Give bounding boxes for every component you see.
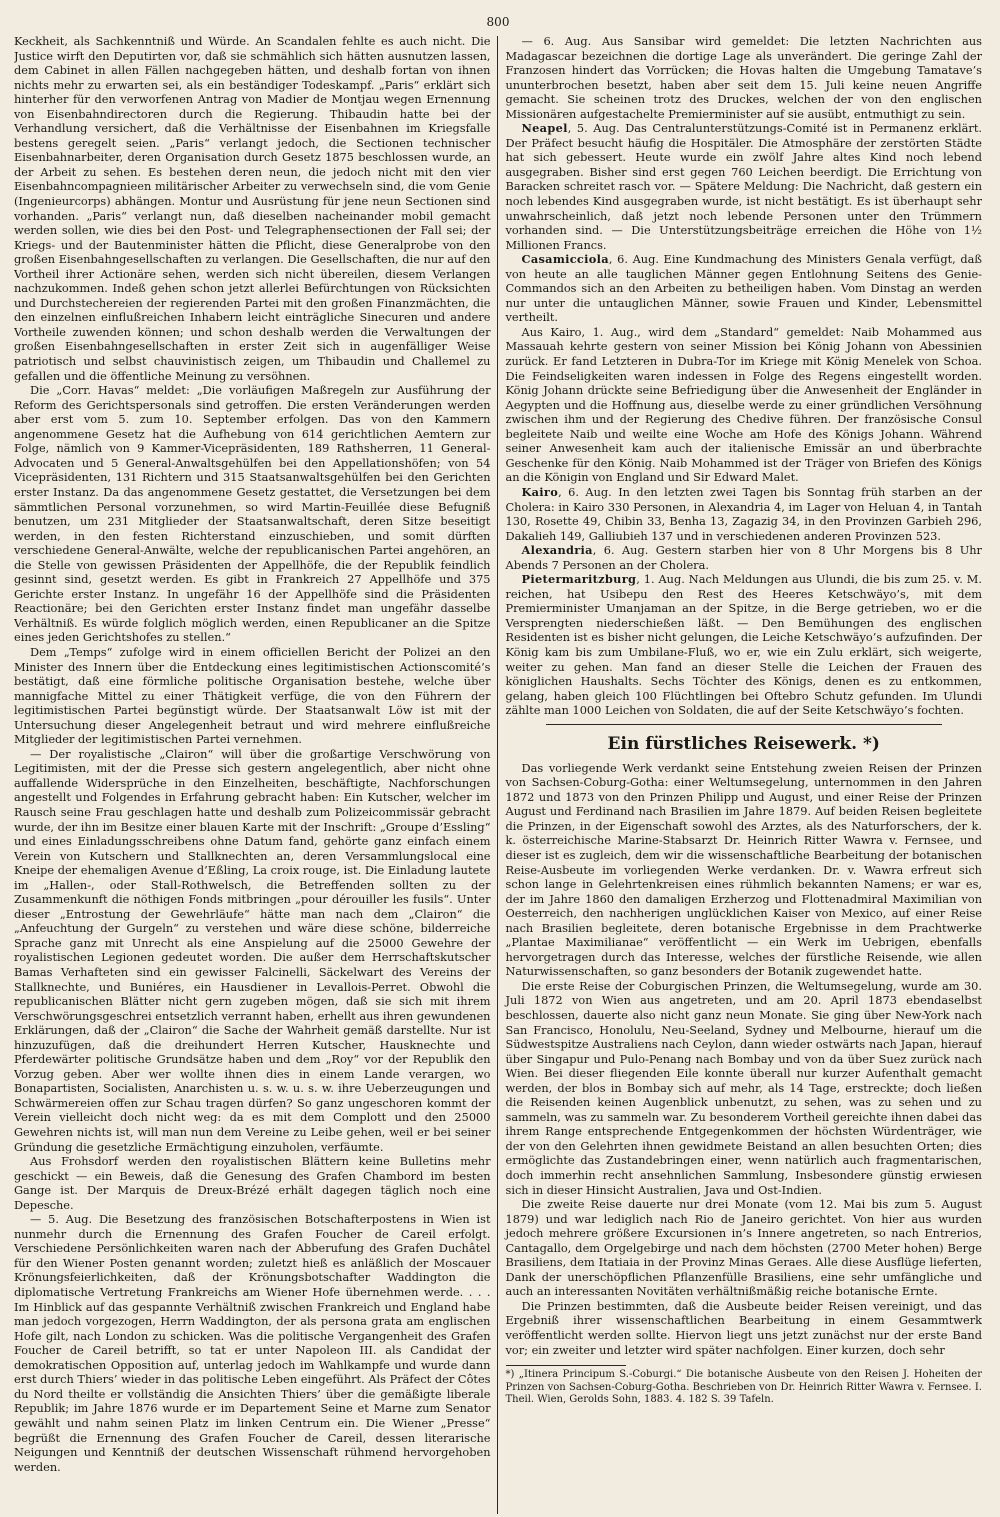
feuilleton-rule <box>546 724 943 725</box>
footnote: *) „Itinera Principum S.-Coburgi.“ Die botanische Ausbeute von den Reisen J. Hoheiten der Prinzen von Sachsen-Coburg-Gotha. Beschrieben von Dr. Heinrich Ritter Wawra v. Fernsee. I. Theil. Wien, Gerolds Sohn, 1883. 4. 182 S. 39 Tafeln. <box>505 1369 982 1406</box>
news-item-alexandria: Alexandria, 6. Aug. Gestern starben hier von 8 Uhr Morgens bis 8 Uhr Abends 7 Personen an der Cholera. <box>505 543 982 572</box>
article-paragraph: Aus Frohsdorf werden den royalistischen Blättern keine Bulletins mehr geschickt — ein Beweis, daß die Genesung des Grafen Chambord im besten Gange ist. Der Marquis de Dreux-Brézé erhält dagegen täglich noch eine Depesche. <box>14 1154 491 1212</box>
dateline: Kairo <box>521 484 559 499</box>
left-column <box>14 34 497 1514</box>
feuilleton-paragraph: Die zweite Reise dauerte nur drei Monate (vom 12. Mai bis zum 5. August 1879) und war lediglich nach Rio de Janeiro gerichtet. Von hier aus wurden jedoch mehrere größere Excursionen in’s Innere angetreten, so nach Entrerios, Cantagallo, dem Orgelgebirge und nach dem höchsten (2700 Meter hohen) Berge Brasiliens, dem Itatiaia in der Provinz Minas Geraes. Alle diese Ausflüge lieferten, Dank der unerschöpflichen Pflanzenfülle Brasiliens, eine sehr umfängliche und auch an interessanten Novitäten verhältnißmäßig reiche botanische Ernte. <box>505 1197 982 1299</box>
news-item-pietermaritzburg: Pietermaritzburg, 1. Aug. Nach Meldungen aus Ulundi, die bis zum 25. v. M. reichen, hat Usibepu den Rest des Heeres Ketschwäyo’s, mit dem Premierminister Umanjaman an der Spitze, in die Berge getrieben, wo er die Versprengten niederschießen läßt. — Den Bemühungen des englischen Residenten ist es bisher nicht gelungen, die Leiche Ketschwäyo’s aufzufinden. Der König kam bis zum Umbilane-Fluß, wo er, wie ein Zulu erklärt, sich weigerte, weiter zu gehen. Man fand an dieser Stelle die Leichen der Frauen des königlichen Haushalts. Sechs Töchter des Königs, denen es zu entkommen, gelang, haben gleich 100 Flüchtlingen bei Oftebro Schutz gefunden. Im Ulundi zählte man 1000 Leichen von Soldaten, die auf der Seite Ketschwäyo’s fochten. <box>505 572 982 718</box>
right-column <box>498 34 983 1514</box>
columns <box>14 34 982 1514</box>
dateline: Neapel <box>521 121 568 136</box>
page-number: 800 <box>486 15 510 29</box>
article-paragraph: Keckheit, als Sachkenntniß und Würde. An Scandalen fehlte es auch nicht. Die Justice wirft den Deputirten vor, daß sie schmählich sich hätten ausnutzen lassen, dem Cabinet in allen Fällen nachgegeben hätten, und deshalb fortan von ihnen nichts mehr zu erwarten sei, als ein beständiger Todeskampf. „Paris“ erklärt sich hinterher für den verworfenen Antrag von Madier de Montjau wegen Ernennung von Eisenbahndirectoren durch die Regierung. Thibaudin hatte bei der Verhandlung versichert, daß die Verhältnisse der Eisenbahnen im Kriegsfalle bestens geregelt seien. „Paris“ verlangt jedoch, die Sectionen technischer Eisenbahnarbeiter, deren Organisation durch Gesetz 1875 beschlossen wurde, an der Arbeit zu sehen. Es bestehen deren neun, die jedoch nicht mit den vier Eisenbahncompagnieen militärischer Arbeiter zu verwechseln sind, die vom Genie (Ingenieurcorps) abhängen. Montur und Ausrüstung für jene neun Sectionen sind vorhanden. „Paris“ verlangt nun, daß dieselben nacheinander mobil gemacht werden sollen, wie dies bei den Post- und Telegraphensectionen der Fall sei; der Kriegs- und der Bautenminister hätten die Pflicht, diese Generalprobe von den großen Eisenbahngesellschaften zu verlangen. Die Gesellschaften, die nur auf den Vortheil ihrer Actionäre sehen, werden sich nicht übereilen, diesem Verlangen nachzukommen. Indeß gehen schon jetzt allerlei Befürchtungen von Rücksichten und Durchstechereien der regierenden Partei mit den großen Finanzmächten, die den einzelnen einflußreichen Inhabern leicht einträgliche Sinecuren und andere Vortheile zuwenden können; und schon deshalb werden die Verwaltungen der großen Eisenbahngesellschaften in erster Zeit sich in augenfälliger Weise patriotisch und selbst chauvinistisch zeigen, um Thibaudin und Challemel zu gefallen und die öffentliche Meinung zu versöhnen. <box>14 34 491 383</box>
feuilleton-paragraph: Das vorliegende Werk verdankt seine Entstehung zweien Reisen der Prinzen von Sachsen-Coburg-Gotha: einer Weltumsegelung, unternommen in den Jahren 1872 und 1873 von den Prinzen Philipp und August, und einer Reise der Prinzen August und Ferdinand nach Brasilien im Jahre 1879. Auf beiden Reisen begleitete die Prinzen, in der Eigenschaft sowohl des Arztes, als des Naturforschers, der k. k. österreichische Marine-Stabsarzt Dr. Heinrich Ritter Wawra v. Fernsee, und dieser ist es zugleich, dem wir die wissenschaftliche Bearbeitung der botanischen Reise-Ausbeute im vorliegenden Werke verdanken. Dr. v. Wawra erfreut sich schon lange in Gelehrtenkreisen eines rühmlich bekannten Namens; er war es, der im Jahre 1860 den damaligen Erzherzog und Flottenadmiral Maximilian von Oesterreich, den nachherigen unglücklichen Kaiser von Mexico, auf einer Reise nach Brasilien begleitete, deren botanische Ergebnisse in dem Prachtwerke „Plantae Maximilianae“ veröffentlicht — ein Werk im Uebrigen, ebenfalls hervorgetragen durch das Interesse, welches der fürstliche Reisende, wie allen Naturwissenschaften, so ganz besonders der Botanik zugewendet hatte. <box>505 760 982 979</box>
news-item-neapel: Neapel, 5. Aug. Das Centralunterstützungs-Comité ist in Permanenz erklärt. Der Präfect besucht häufig die Hospitäler. Die Atmosphäre der zerstörten Städte hat sich gebessert. Heute wurde ein zwölf Jahre altes Kind noch lebend ausgegraben. Bisher sind erst gegen 760 Leichen beerdigt. Die Errichtung von Baracken schreitet rasch vor. — Spätere Meldung: Die Nachricht, daß gestern ein noch lebendes Kind ausgegraben wurde, ist nicht bestätigt. Es ist überhaupt sehr unwahrscheinlich, daß jetzt noch lebende Personen unter den Trümmern vorhanden sind. — Die Unterstützungsbeiträge erreichen die Höhe von 1½ Millionen Francs. <box>505 121 982 252</box>
footnote-rule <box>506 1365 626 1366</box>
dateline: Alexandria <box>521 543 593 558</box>
news-item-kairo-standard: Aus Kairo, 1. Aug., wird dem „Standard“ gemeldet: Naib Mohammed aus Massauah kehrte gestern von seiner Mission bei König Johann von Abessinien zurück. Er fand Letzteren in Dubra-Tor im Kriege mit König Menelek von Schoa. Die Feindseligkeiten waren indessen in Folge des Regens eingestellt worden. König Johann drückte seine Befriedigung über die Anwesenheit der Engländer in Aegypten und die Hoffnung aus, dieselbe werde zu einer gründlichen Versöhnung zwischen ihm und der Regierung des Chedive führen. Der französische Consul begleitete Naib und weilte eine Woche am Hofe des Königs Johann. Während seiner Anwesenheit kam auch der italienische Emissär an und überbrachte Geschenke für den König. Naib Mohammed ist der Träger von Briefen des Königs an die Königin von England und Sir Edward Malet. <box>505 324 982 485</box>
article-paragraph: Dem „Temps“ zufolge wird in einem officiellen Bericht der Polizei an den Minister des Innern über die Entdeckung eines legitimistischen Actionscomité’s bestätigt, daß eine förmliche politische Organisation bestehe, welche über mannigfache Mittel zu einer Thätigkeit verfüge, die von den Führern der legitimistischen Partei begünstigt würde. Der Staatsanwalt Löw ist mit der Untersuchung dieser Angelegenheit betraut und wird mehrere einflußreiche Mitglieder der legitimistischen Partei vernehmen. <box>14 644 491 747</box>
news-item-sansibar: — 6. Aug. Aus Sansibar wird gemeldet: Die letzten Nachrichten aus Madagascar bezeichnen die dortige Lage als unverändert. Die geringe Zahl der Franzosen hindert das Vorrücken; die Hovas halten die Umgebung Tamatave’s ununterbrochen besetzt, haben aber seit dem 15. Juli keine neuen Angriffe gemacht. Sie scheinen trotz des Druckes, welchen der von den englischen Missionären aufgestachelte Premierminister auf sie ausübt, entmuthigt zu sein. <box>505 34 982 121</box>
article-paragraph: — Der royalistische „Clairon“ will über die großartige Verschwörung von Legitimisten, mit der die Presse sich gestern angelegentlich, aber nicht ohne auffallende Widersprüche in den Einzelheiten, beschäftigte, Nachforschungen angestellt und Folgendes in Erfahrung gebracht haben: Ein Kutscher, welcher im Rausch seine Frau geschlagen hatte und deshalb zum Polizeicommissär gebracht wurde, der ihn im Besitze einer blauen Karte mit der Inschrift: „Groupe d’Essling“ und eines Einladungsschreibens ohne Datum fand, gehörte ganz einfach einem Verein von Kutschern und Stallknechten an, deren Versammlungslocal eine Kneipe der ehemaligen Avenue d’Eßling, La croix rouge, ist. Die Einladung lautete im „Hallen-, oder Stall-Rothwelsch, die Betreffenden sollten zu der Zusammenkunft die nöthigen Fonds mitbringen „pour dérouiller les fusils“. Unter dieser „Entrostung der Gewehrläufe“ hätte man nach dem „Clairon“ die „Anfeuchtung der Gurgeln“ zu verstehen und wäre diese schöne, bilderreiche Sprache ganz mit Unrecht als eine Anspielung auf die 25000 Gewehre der royalistischen Legionen gedeutet worden. Die außer dem Herrschaftskutscher Bamas Verhafteten sind ein gewisser Falcinelli, Säckelwart des Vereins der Stallknechte, und Buniéres, ein Hausdiener in Levallois-Perret. Obwohl die republicanischen Blätter nicht gern zugeben mögen, daß sie sich mit ihrem Verschwörungsgeschrei entsetzlich verrannt haben, erhellt aus ihren gewundenen Erklärungen, daß der „Clairon“ die Sache der Wahrheit gemäß darstellte. Nur ist hinzuzufügen, daß die dreihundert Herren Kutscher, Hausknechte und Pferdewärter politische Grundsätze haben und dem „Roy“ vor der Republik den Vorzug geben. Aber wer wollte ihnen dies in einem Lande verargen, wo Bonapartisten, Socialisten, Anarchisten u. s. w. u. s. w. ihre Ueberzeugungen und Schwärmereien offen zur Schau tragen dürfen? So ganz ungeschoren kommt der Verein vielleicht doch nicht weg: da es mit dem Complott und den 25000 Gewehren nichts ist, will man nun dem Vereine zu Leibe gehen, weil er bei seiner Gründung die gesetzliche Ermächtigung einzuholen, verfäumte. <box>14 746 491 1154</box>
article-paragraph: — 5. Aug. Die Besetzung des französischen Botschafterpostens in Wien ist nunmehr durch die Ernennung des Grafen Foucher de Careil erfolgt. Verschiedene Persönlichkeiten waren nach der Abberufung des Grafen Duchâtel für den Wiener Posten genannt worden; zuletzt hieß es anläßlich der Moscauer Krönungsfeierlichkeiten, daß der Krönungsbotschafter Waddington die diplomatische Vertretung Frankreichs am Wiener Hofe übernehmen werde. . . . Im Hinblick auf das gespannte Verhältniß zwischen Frankreich und England habe man jedoch vorgezogen, Herrn Waddington, der als persona grata am englischen Hofe gilt, nach London zu schicken. Was die politische Vergangenheit des Grafen Foucher de Careil betrifft, so tat er unter Napoleon III. als Candidat der demokratischen Opposition auf, unterlag jedoch im Wahlkampfe und wurde dann erst durch Thiers’ wieder in das politische Leben eingeführt. Als Präfect der Côtes du Nord theilte er vollständig die Ansichten Thiers’ über die gemäßigte liberale Republik; im Jahre 1876 wurde er im Departement Seine et Marne zum Senator gewählt und nahm seinen Platz im linken Centrum ein. Die Wiener „Presse“ begrüßt die Ernennung des Grafen Foucher de Careil, dessen literarische Neigungen und Kenntniß der deutschen Wissenschaft rühmend hervorgehoben werden. <box>14 1212 491 1474</box>
news-item-kairo-cholera: Kairo, 6. Aug. In den letzten zwei Tagen bis Sonntag früh starben an der Cholera: in Kairo 330 Personen, in Alexandria 4, im Lager von Heluan 4, in Tantah 130, Rosette 49, Chibin 33, Benha 13, Zagazig 34, in den Provinzen Garbieh 296, Dakalieh 149, Galliubieh 137 und in verschiedenen anderen Provinzen 523. <box>505 484 982 543</box>
dateline: Pietermaritzburg <box>521 572 637 587</box>
news-item-casamicciola: Casamicciola, 6. Aug. Eine Kundmachung des Ministers Genala verfügt, daß von heute an alle tauglichen Männer gegen Entlohnung Seitens des Genie-Commandos sich an den Arbeiten zu betheiligen haben. Vom Dinstag an werden nur unter die untauglichen Männer, sowie Frauen und Kinder, Lebensmittel vertheilt. <box>505 252 982 325</box>
feuilleton-paragraph: Die Prinzen bestimmten, daß die Ausbeute beider Reisen vereinigt, und das Ergebniß ihrer wissenschaftlichen Bearbeitung in einem Gesammtwerk veröffentlicht werden sollte. Hiervon liegt uns jetzt zunächst nur der erste Band vor; ein zweiter und letzter wird später nachfolgen. Einer kurzen, doch sehr <box>505 1298 982 1357</box>
feuilleton-paragraph: Die erste Reise der Coburgischen Prinzen, die Weltumsegelung, wurde am 30. Juli 1872 von Wien aus angetreten, und am 20. April 1873 ebendaselbst beschlossen, dauerte also nicht ganz neun Monate. Sie ging über New-York nach San Francisco, Honolulu, Neu-Seeland, Sydney und Melbourne, hierauf um die Südwestspitze Australiens nach Ceylon, dann wieder ostwärts nach Japan, hierauf über Singapur und Pulo-Penang nach Bombay und von da über Suez zurück nach Wien. Bei dieser fliegenden Eile konnte überall nur kurzer Aufenthalt gemacht werden, der blos in Bombay sich auf mehr, als 14 Tage, erstreckte; doch ließen die Reisenden keinen Augenblick unbenutzt, zu sehen, was zu sehen und zu sammeln, was zu sammeln war. Zu besonderem Vortheil gereichte ihnen dabei das ihrem Range entsprechende Entgegenkommen der höchsten Würdenträger, wie der von den Gelehrten ihnen gewidmete Beistand an allen besuchten Orten; dies ermöglichte das Zustandebringen einer, wenn natürlich auch fragmentarischen, doch immerhin recht ansehnlichen Sammlung, Insbesondere günstig erwiesen sich in dieser Hinsicht Australien, Java und Ost-Indien. <box>505 978 982 1197</box>
feuilleton-title: Ein fürstliches Reisewerk. *) <box>607 733 880 754</box>
article-paragraph: Die „Corr. Havas“ meldet: „Die vorläufigen Maßregeln zur Ausführung der Reform des Gerichtspersonals sind getroffen. Die ersten Veränderungen werden aber erst vom 5. zum 10. September erfolgen. Das von den Kammern angenommene Gesetz hat die Aufhebung von 614 gerichtlichen Aemtern zur Folge, nämlich von 9 Kammer-Vicepräsidenten, 189 Rathsherren, 11 General-Advocaten und 5 General-Anwaltsgehülfen bei den Appellationshöfen; von 54 Vicepräsidenten, 131 Richtern und 315 Staatsanwaltsgehülfen bei den Gerichten erster Instanz. Da das angenommene Gesetz gestattet, die Versetzungen bei dem sämmtlichen Personal vorzunehmen, so wird Martin-Feuillée diese Befugniß benutzen, um 231 Mitglieder der Staatsanwaltschaft, deren Sitze beseitigt werden, in den festen Richterstand einzuschieben, und somit dürften verschiedene General-Anwälte, welche der republicanischen Partei angehören, an die Stelle von gewissen Präsidenten der Appellhöfe, die der Republik feindlich gesinnt sind, gesetzt werden. Es gibt in Frankreich 27 Appellhöfe und 375 Gerichte erster Instanz. In ungefähr 16 der Appellhöfe sind die Präsidenten Reactionäre; bei den Gerichten erster Instanz findet man ungefähr dasselbe Verhältniß. Es würde folglich möglich werden, einen Republicaner an die Spitze eines jeden Gerichtshofes zu stellen.“ <box>14 383 491 645</box>
dateline: Casamicciola <box>521 252 609 267</box>
